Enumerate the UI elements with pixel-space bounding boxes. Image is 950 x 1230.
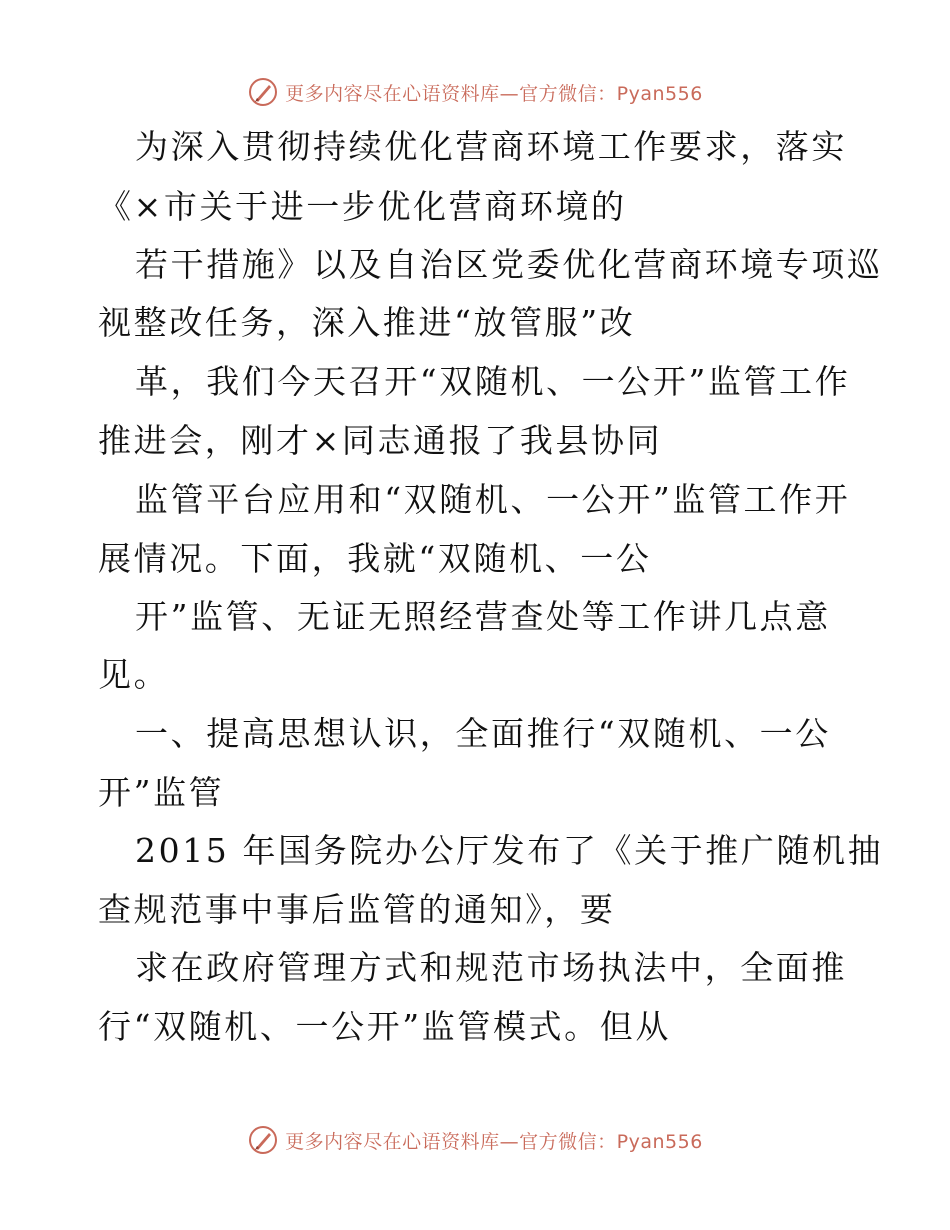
section-heading: 开”监管 [98,773,225,812]
quill-logo-icon [247,76,279,108]
body-line: 革，我们今天召开“双随机、一公开”监管工作 [135,362,851,401]
body-line: 2015 年国务院办公厅发布了《关于推广随机抽 [135,831,884,870]
body-line: 监管平台应用和“双随机、一公开”监管工作开 [135,480,851,519]
quill-logo-icon [247,1124,279,1156]
body-line: 查规范事中事后监管的通知》，要 [98,890,616,929]
header-watermark [0,72,950,112]
body-line: 视整改任务，深入推进“放管服”改 [98,303,636,342]
body-line: 开”监管、无证无照经营查处等工作讲几点意 [135,597,831,636]
body-line: 见。 [98,655,170,694]
watermark-text: 更多内容尽在心语资料库—官方微信：Pyan556 [285,1130,703,1153]
body-line: 为深入贯彻持续优化营商环境工作要求，落实 [135,127,847,166]
body-line: 展情况。下面，我就“双随机、一公 [98,539,652,578]
body-line: 《×市关于进一步优化营商环境的 [98,187,627,226]
watermark-text: 更多内容尽在心语资料库—官方微信：Pyan556 [285,82,703,105]
body-line: 行“双随机、一公开”监管模式。但从 [98,1007,671,1046]
body-line: 求在政府管理方式和规范市场执法中，全面推 [135,948,847,987]
section-heading: 一、提高思想认识，全面推行“双随机、一公 [135,714,831,753]
body-line: 若干措施》以及自治区党委优化营商环境专项巡 [135,245,883,284]
body-line: 推进会，刚才×同志通报了我县协同 [98,421,663,460]
footer-watermark [0,1120,950,1160]
